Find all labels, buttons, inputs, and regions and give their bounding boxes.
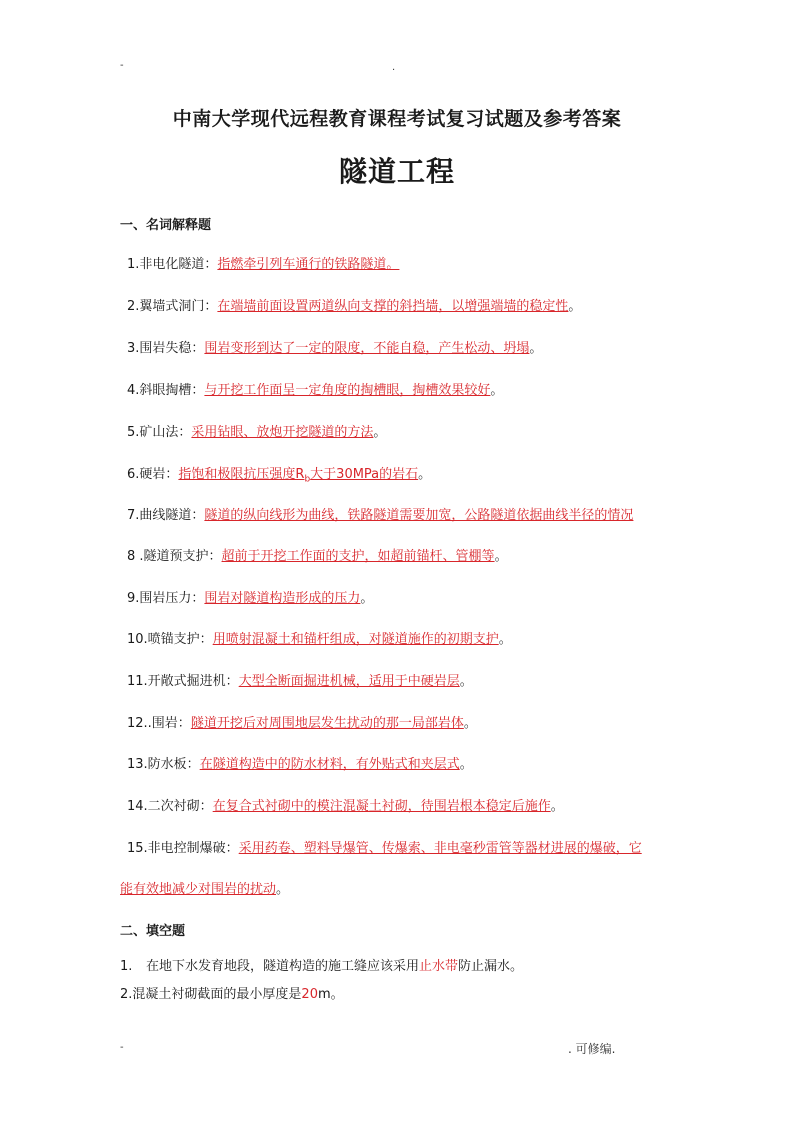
term-answer: 围岩变形到达了一定的限度，不能自稳，产生松动、坍塌 [204, 341, 530, 356]
fill-item: 2.混凝土衬砌截面的最小厚度是20m。 [120, 987, 344, 1002]
term-answer: 与开挖工作面呈一定角度的掏槽眼，掏槽效果较好 [204, 383, 491, 398]
term-answer: 能有效地减少对围岩的扰动 [120, 882, 277, 897]
term-label: 2.翼墙式洞门： [127, 299, 218, 314]
term-answer: 在复合式衬砌中的模注混凝土衬砌，待围岩根本稳定后施作 [212, 799, 551, 814]
term-item: 4.斜眼掏槽：与开挖工作面呈一定角度的掏槽眼，掏槽效果较好。 [127, 383, 504, 398]
term-item: 10.喷锚支护：用喷射混凝土和锚杆组成，对隧道施作的初期支护。 [127, 632, 512, 647]
term-item-continuation: 能有效地减少对围岩的扰动。 [120, 882, 290, 897]
term-item [127, 255, 399, 275]
term-answer: 指燃牵引列车通行的铁路隧道。 [217, 257, 400, 272]
term-item: 12..围岩：隧道开挖后对周围地层发生扰动的那一局部岩体。 [127, 716, 477, 731]
section-heading-terms: 一、名词解释题 [120, 218, 212, 233]
term-item: 2.翼墙式洞门：在端墙前面设置两道纵向支撑的斜挡墙，以增强端墙的稳定性。 [127, 299, 582, 314]
term-label: 5.矿山法： [127, 425, 192, 440]
fill-number: 1. [120, 959, 133, 974]
term-label: 15.非电控制爆破： [127, 841, 239, 856]
fill-answer: 止水带 [419, 959, 459, 974]
term-label: 14.二次衬砌： [127, 799, 213, 814]
term-item: 14.二次衬砌：在复合式衬砌中的模注混凝土衬砌，待围岩根本稳定后施作。 [127, 799, 564, 814]
header-left-mark: - [120, 60, 124, 71]
subscript-b: b [304, 474, 311, 485]
term-item [127, 839, 642, 859]
header-right-mark: . [392, 62, 396, 73]
term-label: 13.防水板： [127, 757, 200, 772]
fill-number: 2. [120, 987, 133, 1002]
term-item: 3.围岩失稳：围岩变形到达了一定的限度，不能自稳，产生松动、坍塌。 [127, 341, 543, 356]
term-answer: 在端墙前面设置两道纵向支撑的斜挡墙，以增强端墙的稳定性 [217, 299, 569, 314]
term-label: 12..围岩： [127, 716, 191, 731]
document-subtitle: 隧道工程 [338, 155, 455, 188]
footer-left-mark: - [120, 1042, 124, 1053]
term-answer: 隧道开挖后对周围地层发生扰动的那一局部岩体 [190, 716, 464, 731]
term-item: 8 .隧道预支护：超前于开挖工作面的支护，如超前锚杆、管棚等。 [127, 549, 508, 564]
fill-item: 1. 在地下水发育地段，隧道构造的施工缝应该采用止水带防止漏水。 [120, 957, 523, 977]
term-label: 7.曲线隧道： [127, 508, 205, 523]
term-answer: 采用药卷、塑料导爆管、传爆索、非电毫秒雷管等器材进展的爆破，它 [238, 841, 642, 856]
term-label: 4.斜眼掏槽： [127, 383, 205, 398]
term-answer: 指饱和极限抗压强度$R_b$大于30MPa的岩石 [178, 467, 419, 485]
term-label: 10.喷锚支护： [127, 632, 213, 647]
term-answer: 采用钻眼、放炮开挖隧道的方法 [191, 425, 374, 440]
term-answer: 用喷射混凝土和锚杆组成，对隧道施作的初期支护 [212, 632, 499, 647]
term-label: 6.硬岩： [127, 467, 179, 482]
term-answer: 大型全断面掘进机械，适用于中硬岩层 [238, 674, 460, 689]
document-title: 中南大学现代远程教育课程考试复习试题及参考答案 [172, 108, 622, 130]
term-item: 5.矿山法：采用钻眼、放炮开挖隧道的方法。 [127, 425, 387, 440]
term-answer: 超前于开挖工作面的支护，如超前锚杆、管棚等 [221, 549, 495, 564]
term-label: 8 .隧道预支护： [127, 549, 222, 564]
term-answer: 围岩对隧道构造形成的压力 [204, 591, 361, 606]
term-label: 1.非电化隧道： [127, 257, 218, 272]
fill-answer: 20 [301, 987, 318, 1002]
term-item [127, 506, 633, 526]
term-item: 9.围岩压力：围岩对隧道构造形成的压力。 [127, 591, 374, 606]
term-item: 6.硬岩：指饱和极限抗压强度$R_b$大于30MPa的岩石。 [127, 467, 432, 485]
term-item: 11.开敞式掘进机：大型全断面掘进机械，适用于中硬岩层。 [127, 674, 473, 689]
term-answer: 隧道的纵向线形为曲线，铁路隧道需要加宽，公路隧道依据曲线半径的情况 [204, 508, 634, 523]
term-answer: 在隧道构造中的防水材料，有外贴式和夹层式 [199, 757, 460, 772]
section-heading-fill: 二、填空题 [120, 924, 186, 939]
term-label: 3.围岩失稳： [127, 341, 205, 356]
term-item: 13.防水板：在隧道构造中的防水材料，有外贴式和夹层式。 [127, 757, 473, 772]
term-label: 9.围岩压力： [127, 591, 205, 606]
term-label: 11.开敞式掘进机： [127, 674, 239, 689]
footer-right-text: . 可修编. [568, 1042, 616, 1056]
